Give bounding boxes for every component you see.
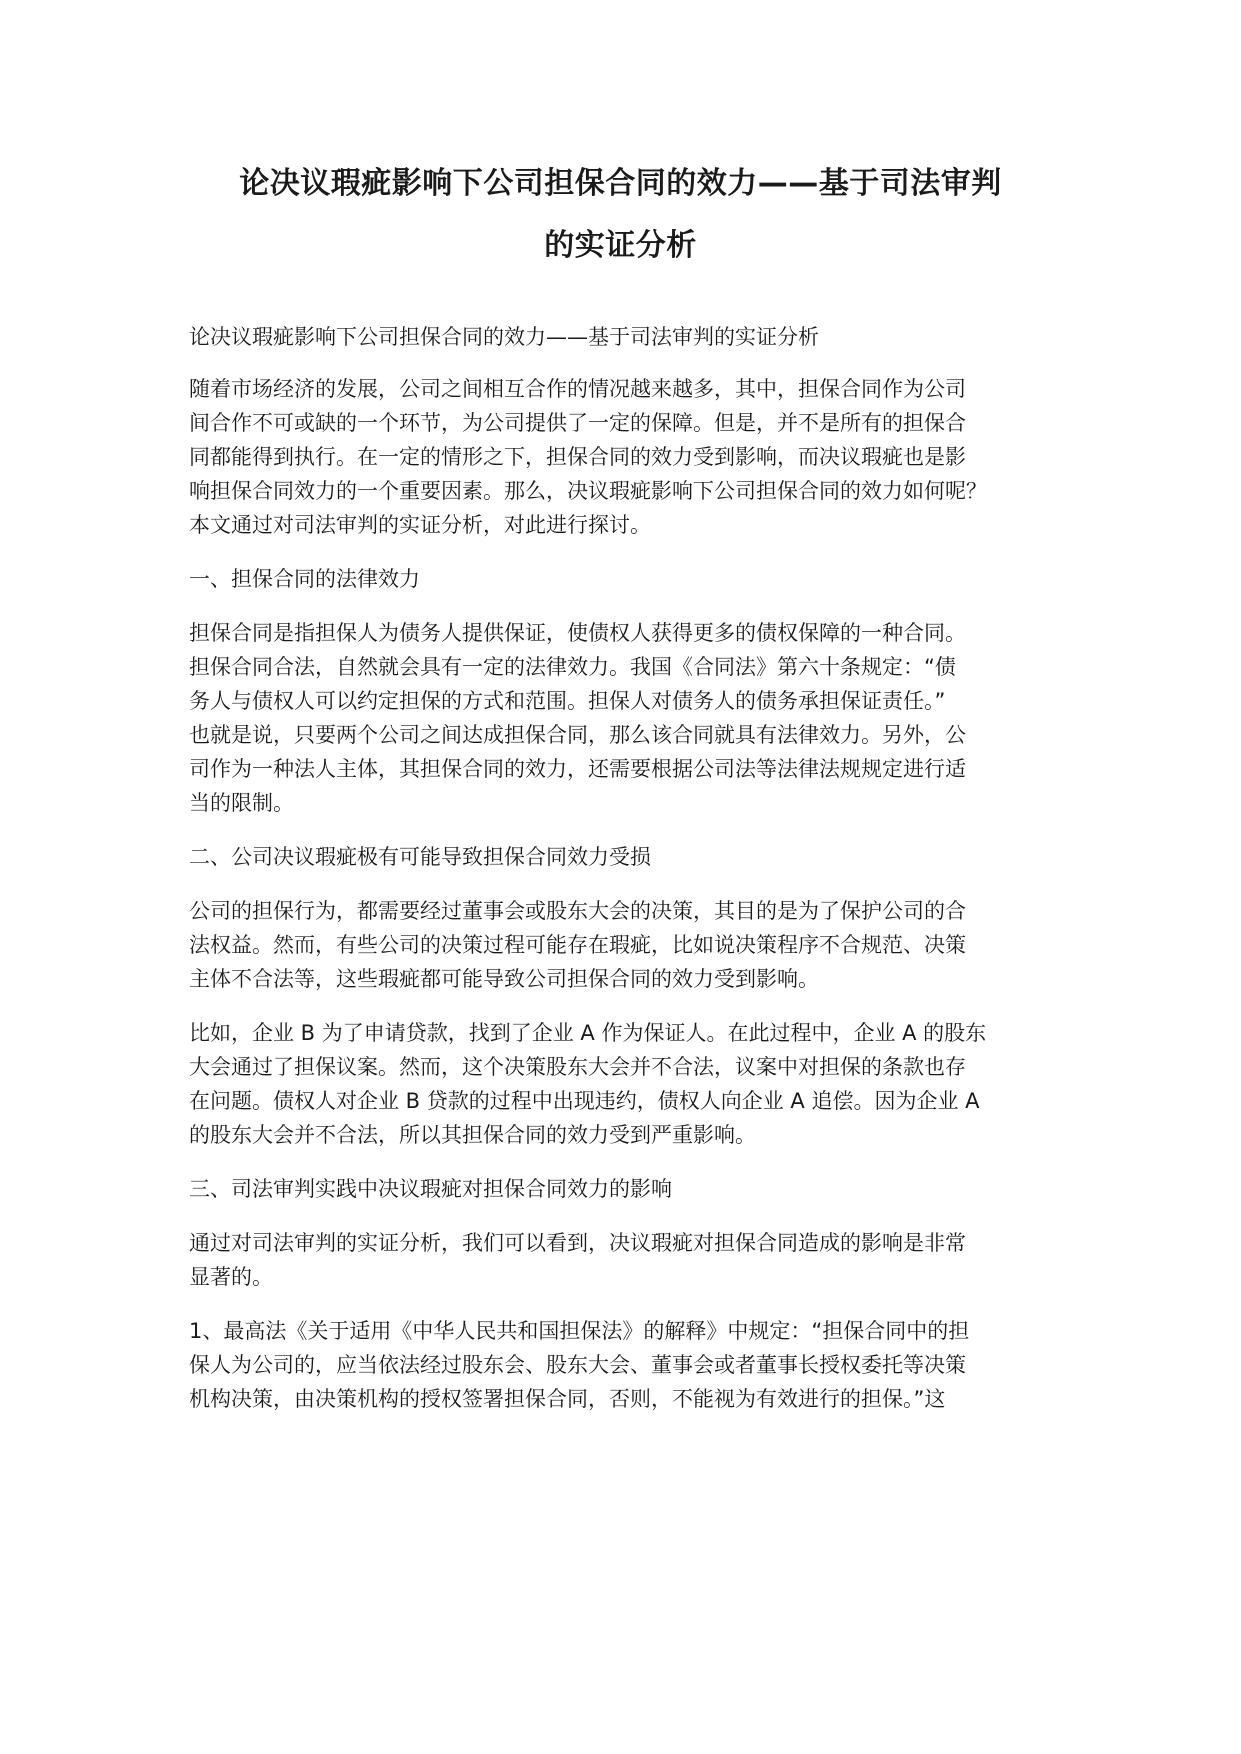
- paragraph-line: 法权益。然而，有些公司的决策过程可能存在瑕疵，比如说决策程序不合规范、决策: [189, 933, 966, 957]
- document-title-line-1: 论决议瑕疵影响下公司担保合同的效力——基于司法审判: [239, 166, 1002, 201]
- paragraph-line: 大会通过了担保议案。然而，这个决策股东大会并不合法，议案中对担保的条款也存: [189, 1055, 966, 1079]
- paragraph-line: 显著的。: [189, 1265, 273, 1289]
- paragraph-line: 司作为一种法人主体，其担保合同的效力，还需要根据公司法等法律法规规定进行适: [189, 757, 966, 781]
- section-heading: 二、公司决议瑕疵极有可能导致担保合同效力受损: [189, 845, 651, 869]
- paragraph-line: 担保合同是指担保人为债务人提供保证，使债权人获得更多的债权保障的一种合同。: [189, 621, 966, 645]
- paragraph-line: 务人与债权人可以约定担保的方式和范围。担保人对债务人的债务承担保证责任。”: [189, 689, 946, 713]
- paragraph-line: 当的限制。: [189, 791, 294, 815]
- paragraph-line: 也就是说，只要两个公司之间达成担保合同，那么该合同就具有法律效力。另外，公: [189, 723, 966, 747]
- paragraph-line: 的股东大会并不合法，所以其担保合同的效力受到严重影响。: [189, 1123, 756, 1147]
- section-heading: 一、担保合同的法律效力: [189, 567, 420, 591]
- paragraph-line: 机构决策，由决策机构的授权签署担保合同，否则，不能视为有效进行的担保。”这: [189, 1387, 946, 1411]
- paragraph-line: 响担保合同效力的一个重要因素。那么，决议瑕疵影响下公司担保合同的效力如何呢？: [189, 479, 987, 503]
- paragraph-line: 随着市场经济的发展，公司之间相互合作的情况越来越多，其中，担保合同作为公司: [189, 377, 966, 401]
- paragraph-line: 在问题。债权人对企业 B 贷款的过程中出现违约，债权人向企业 A 追偿。因为企业 A: [189, 1089, 980, 1113]
- paragraph-line: 1、最高法《关于适用《中华人民共和国担保法》的解释》中规定：“担保合同中的担: [189, 1319, 970, 1343]
- paragraph-line: 公司的担保行为，都需要经过董事会或股东大会的决策，其目的是为了保护公司的合: [189, 899, 966, 923]
- subtitle-line: 论决议瑕疵影响下公司担保合同的效力——基于司法审判的实证分析: [189, 325, 819, 349]
- paragraph-line: 保人为公司的，应当依法经过股东会、股东大会、董事会或者董事长授权委托等决策: [189, 1353, 966, 1377]
- paragraph-line: 同都能得到执行。在一定的情形之下，担保合同的效力受到影响，而决议瑕疵也是影: [189, 445, 966, 469]
- paragraph-line: 主体不合法等，这些瑕疵都可能导致公司担保合同的效力受到影响。: [189, 967, 819, 991]
- paragraph-line: 担保合同合法，自然就会具有一定的法律效力。我国《合同法》第六十条规定：“债: [189, 655, 956, 679]
- paragraph-line: 比如，企业 B 为了申请贷款，找到了企业 A 作为保证人。在此过程中，企业 A 的股东: [189, 1021, 987, 1045]
- document-title-line-2: 的实证分析: [544, 228, 697, 263]
- paragraph-line: 通过对司法审判的实证分析，我们可以看到，决议瑕疵对担保合同造成的影响是非常: [189, 1231, 966, 1255]
- paragraph-line: 本文通过对司法审判的实证分析，对此进行探讨。: [189, 513, 651, 537]
- section-heading: 三、司法审判实践中决议瑕疵对担保合同效力的影响: [189, 1177, 672, 1201]
- paragraph-line: 间合作不可或缺的一个环节，为公司提供了一定的保障。但是，并不是所有的担保合: [189, 411, 966, 435]
